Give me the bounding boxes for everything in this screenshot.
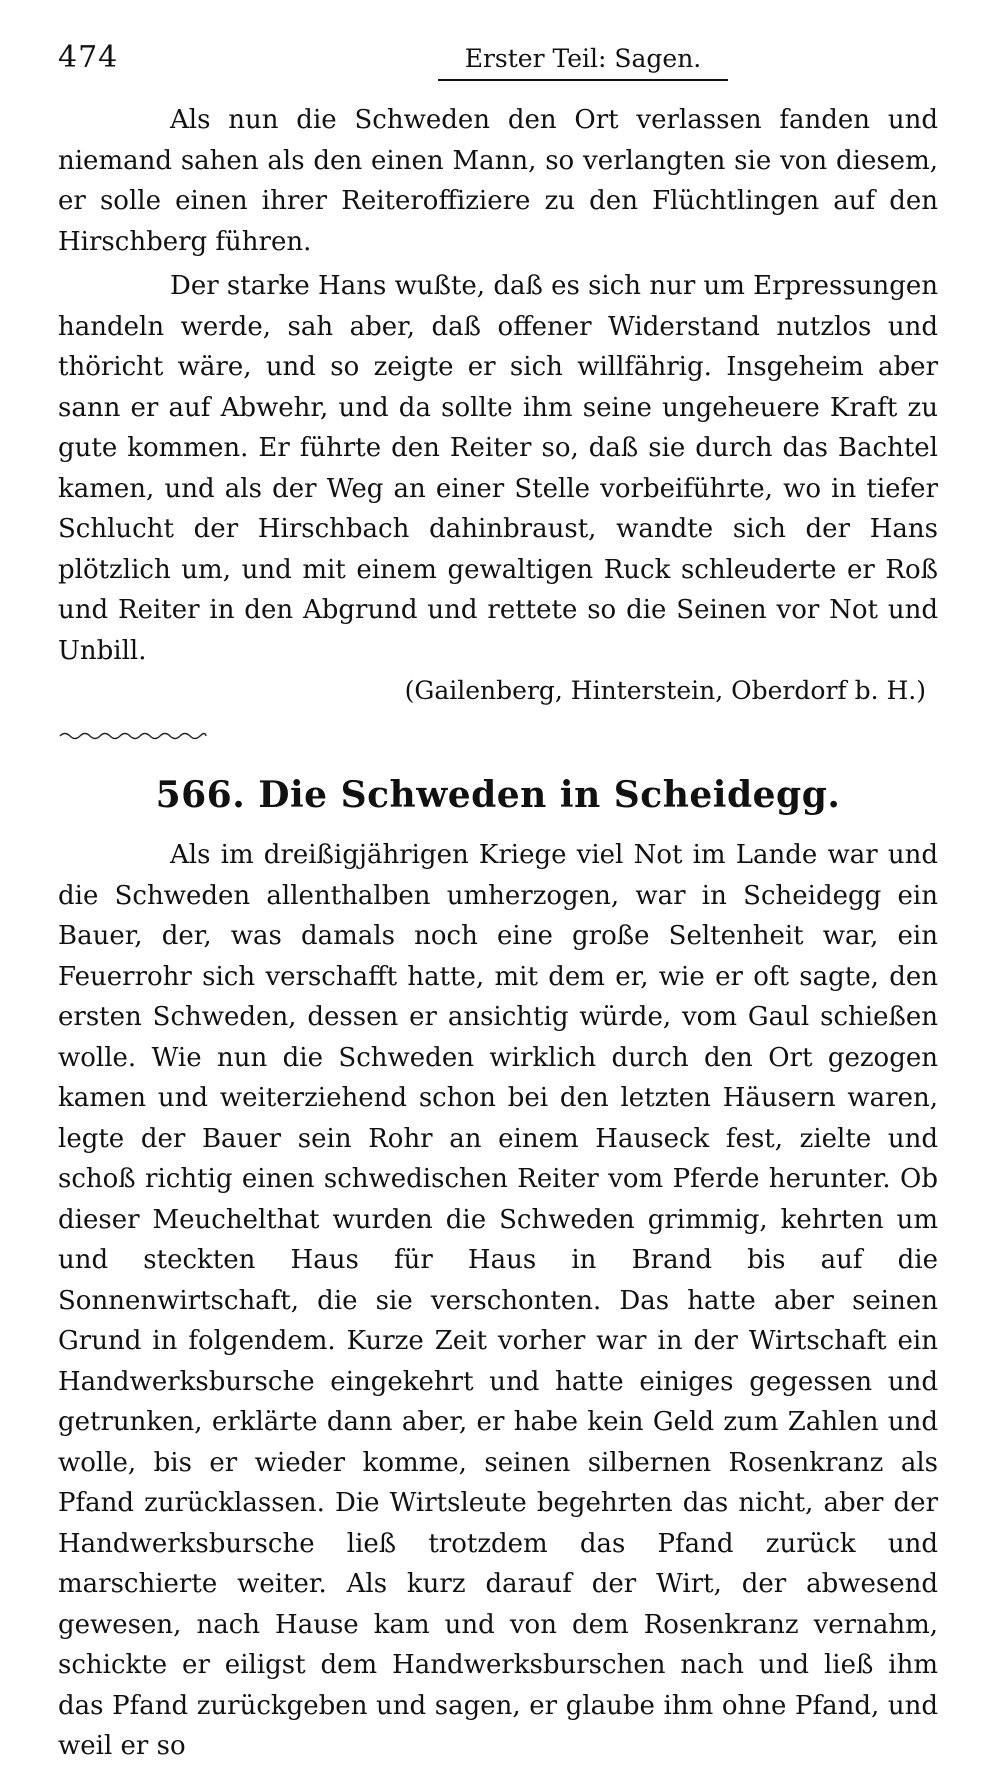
- paragraph: Als im dreißigjährigen Kriege viel Not im Lande war und die Schweden allenthalben umherzogen, war in Scheidegg ein Bauer, der, was damals noch eine große Seltenheit war, ein Feuerrohr sich verschafft hatte, mit dem er, wie er oft sagte, den ersten Schweden, dessen er ansichtig würde, vom Gaul schießen wolle. Wie nun die Schweden wirklich durch den Ort gezogen kamen und weiterziehend schon bei den letzten Häusern waren, legte der Bauer sein Rohr an einem Hauseck fest, zielte und schoß richtig einen schwedischen Reiter vom Pferde herunter. Ob dieser Meuchelthat wurden die Schweden grimmig, kehrten um und steckten Haus für Haus in Brand bis auf die Sonnenwirtschaft, die sie verschonten. Das hatte aber seinen Grund in folgendem. Kurze Zeit vorher war in der Wirtschaft ein Handwerksbursche eingekehrt und hatte einiges gegessen und getrunken, erklärte dann aber, er habe kein Geld zum Zahlen und wolle, bis er wieder komme, seinen silbernen Rosenkranz als Pfand zurücklassen. Die Wirtsleute begehrten das nicht, aber der Handwerksbursche ließ trotzdem das Pfand zurück und marschierte weiter. Als kurz darauf der Wirt, der abwesend gewesen, nach Hause kam und von dem Rosenkranz vernahm, schickte er eiligst dem Handwerksburschen nach und ließ ihm das Pfand zurückgeben und sagen, er glaube ihm ohne Pfand, und weil er so: [58, 840, 938, 1761]
- paragraph: Als nun die Schweden den Ort verlassen fanden und niemand sahen als den einen Mann, so verlangten sie von diesem, er solle einen ihrer Reiteroffiziere zu den Flüchtlingen auf den Hirschberg führen.: [58, 105, 938, 257]
- section-title: 566. Die Schweden in Scheidegg.: [155, 774, 841, 816]
- wavy-divider: [58, 729, 208, 743]
- page-number: 474: [58, 40, 119, 75]
- source-citation: (Gailenberg, Hinterstein, Oberdorf b. H.): [404, 676, 926, 705]
- page-header: [58, 40, 938, 80]
- page-content: [58, 100, 938, 1767]
- paragraph: Der starke Hans wußte, daß es sich nur um Erpressungen handeln werde, sah aber, daß offener Widerstand nutzlos und thöricht wäre, und so zeigte er sich willfährig. Insgeheim aber sann er auf Abwehr, und da sollte ihm seine ungeheuere Kraft zu gute kommen. Er führte den Reiter so, daß sie durch das Bachtel kamen, und als der Weg an einer Stelle vorbeiführte, wo in tiefer Schlucht der Hirschbach dahinbraust, wandte sich der Hans plötzlich um, und mit einem gewaltigen Ruck schleuderte er Roß und Reiter in den Abgrund und rettete so die Seinen vor Not und Unbill.: [58, 271, 938, 666]
- running-head: Erster Teil: Sagen.: [438, 44, 728, 81]
